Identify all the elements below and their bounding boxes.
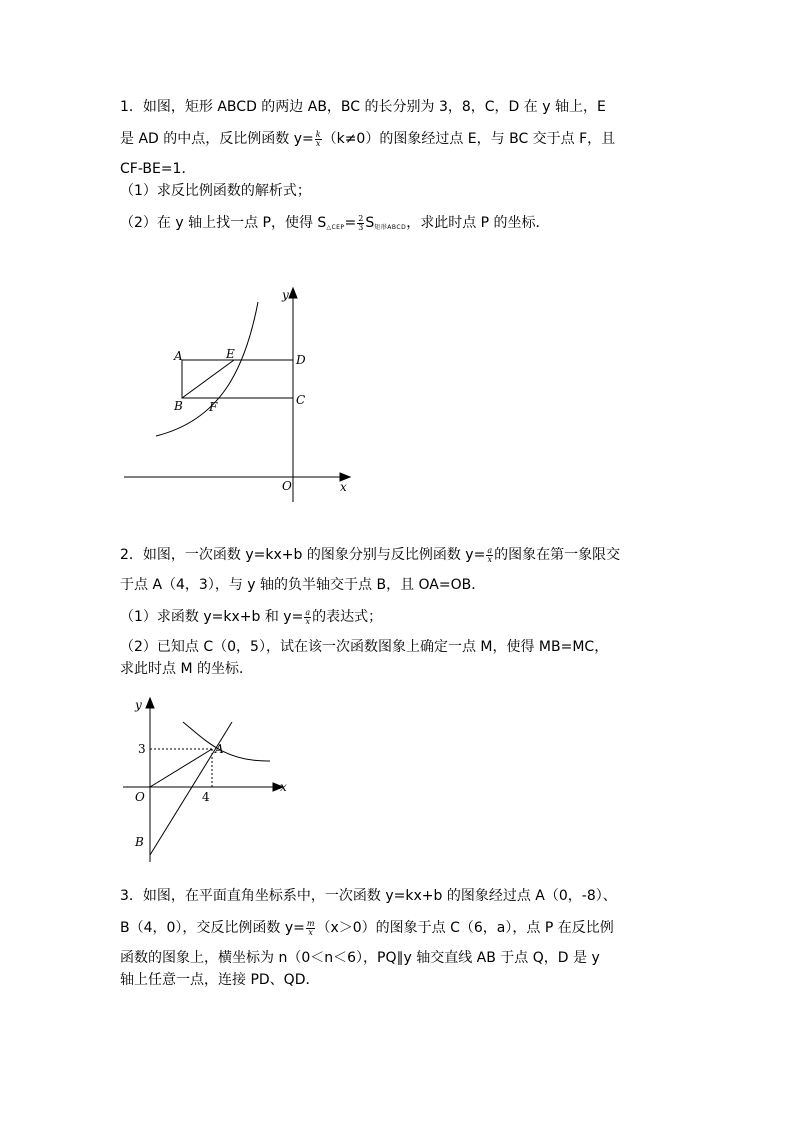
q1-line5 bbox=[120, 213, 550, 238]
q3-line3: 函数的图象上，横坐标为 n（0＜n＜6），PQ∥y 轴交直线 AB 于点 Q，D 是 y bbox=[120, 950, 600, 966]
q3-frac-num: m bbox=[306, 918, 315, 928]
q2-frac2-den: x bbox=[305, 616, 310, 626]
q1-label-y: y bbox=[282, 288, 289, 302]
q1-rectangle bbox=[182, 360, 293, 398]
q1-sub-rect: 矩形ABCD bbox=[374, 224, 407, 231]
q2-fraction-a-x-2 bbox=[304, 609, 311, 626]
q3-frac-den: x bbox=[308, 927, 313, 937]
q2-line5: 求此时点 M 的坐标． bbox=[120, 661, 253, 677]
q3-line2-a: B（4，0），交反比例函数 y= bbox=[120, 920, 305, 936]
q1-line1: 1．如图，矩形 ABCD 的两边 AB，BC 的长分别为 3，8，C，D 在 y 轴上，E bbox=[120, 99, 606, 115]
q2-line2: 于点 A（4，3），与 y 轴的负半轴交于点 B，且 OA=OB． bbox=[120, 577, 486, 593]
q1-figure bbox=[110, 280, 370, 510]
q1-frac2-num: 2 bbox=[358, 213, 364, 223]
q2-line1 bbox=[120, 545, 620, 565]
q2-line3-b: 的表达式； bbox=[312, 609, 383, 625]
q2-segment-oa bbox=[150, 749, 212, 787]
q1-s: S bbox=[365, 215, 375, 231]
q2-figure bbox=[115, 690, 305, 865]
q2-tick-3: 3 bbox=[138, 742, 146, 756]
q2-line1-a: 2．如图，一次函数 y=kx+b 的图象分别与反比例函数 y= bbox=[120, 547, 486, 563]
q3-fraction-m-x bbox=[306, 920, 316, 937]
q1-line2-b: （k≠0）的图象经过点 E，与 BC 交于点 F，且 bbox=[322, 131, 616, 147]
q2-label-o: O bbox=[135, 790, 145, 804]
q2-tick-4: 4 bbox=[202, 790, 210, 804]
q1-label-e: E bbox=[226, 347, 235, 361]
q1-line5-b: ，求此时点 P 的坐标． bbox=[406, 215, 550, 231]
q2-label-b: B bbox=[135, 835, 144, 849]
q1-frac-num: k bbox=[315, 129, 321, 139]
q2-line3-a: （1）求函数 y=kx+b 和 y= bbox=[120, 609, 304, 625]
q1-segment-be bbox=[182, 360, 234, 398]
q1-frac-den: x bbox=[315, 138, 321, 148]
q1-y-arrow bbox=[289, 288, 297, 298]
q2-line4: （2）已知点 C（0，5），试在该一次函数图象上确定一点 M，使得 MB=MC， bbox=[120, 639, 609, 655]
q1-eq: = bbox=[344, 215, 357, 231]
q1-line2-a: 是 AD 的中点，反比例函数 y= bbox=[120, 131, 314, 147]
q1-line4: （1）求反比例函数的解析式； bbox=[120, 183, 311, 199]
q2-y-arrow bbox=[146, 698, 154, 708]
q1-label-o: O bbox=[282, 479, 292, 493]
q2-hyperbola bbox=[183, 722, 270, 761]
q1-line3: CF-BE=1． bbox=[120, 161, 196, 177]
q2-line1-b: 的图象在第一象限交 bbox=[494, 547, 621, 563]
q2-frac-num: a bbox=[487, 545, 493, 555]
q1-frac2-den: 3 bbox=[358, 222, 364, 232]
q1-label-d: D bbox=[296, 353, 306, 367]
q2-frac-den: x bbox=[487, 554, 492, 564]
q1-label-a: A bbox=[174, 349, 183, 363]
q2-label-y: y bbox=[135, 698, 142, 712]
q1-line2 bbox=[120, 129, 615, 149]
q2-line3 bbox=[120, 607, 382, 627]
q1-hyperbola bbox=[156, 302, 258, 436]
q1-fraction-2-3 bbox=[357, 215, 364, 232]
q3-line2-b: （x＞0）的图象于点 C（6，a），点 P 在反比例 bbox=[316, 920, 614, 936]
q3-line2 bbox=[120, 918, 614, 938]
q1-fraction-k-x bbox=[315, 131, 322, 148]
q1-label-b: B bbox=[174, 399, 183, 413]
q2-label-a: A bbox=[215, 742, 224, 756]
q1-label-x: x bbox=[340, 480, 347, 494]
q3-line4: 轴上任意一点，连接 PD、QD． bbox=[120, 972, 320, 988]
q1-label-c: C bbox=[296, 393, 306, 407]
q1-sub-cep: △CEP bbox=[326, 224, 345, 231]
q2-fraction-a-x bbox=[486, 547, 493, 564]
q3-line1: 3．如图，在平面直角坐标系中，一次函数 y=kx+b 的图象经过点 A（0，-8）、 bbox=[120, 888, 617, 904]
q1-line5-a: （2）在 y 轴上找一点 P，使得 S bbox=[120, 215, 327, 231]
q2-frac2-num: a bbox=[305, 607, 311, 617]
q2-label-x: x bbox=[280, 780, 287, 794]
q1-label-f: F bbox=[209, 400, 218, 414]
